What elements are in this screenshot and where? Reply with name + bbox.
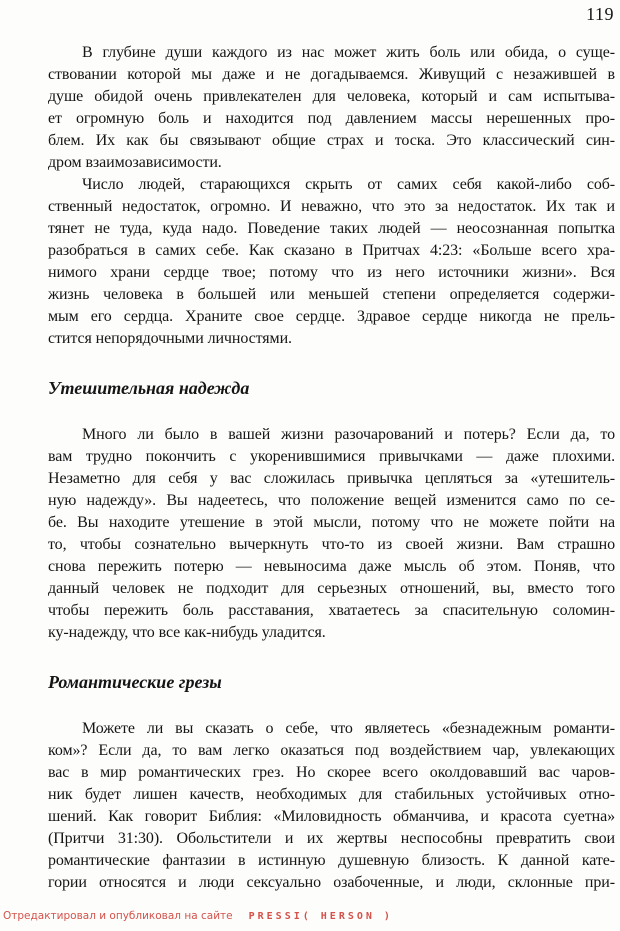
section-heading-romantic-dreams: Романтические грезы <box>48 672 222 692</box>
text-line: ствовании которой мы даже и не догадываемся. Живущий с незажившей в <box>48 66 615 83</box>
text-line: снова пережить потерю — невыносима даже мысль об этом. Поняв, что <box>48 558 615 575</box>
text-line: (Притчи 31:30). Обольстители и их жертвы неспособны превратить свои <box>48 830 615 847</box>
text-line: чтобы пережить боль расставания, хватаетесь за спасительную соломин- <box>48 602 615 619</box>
watermark-text: Отредактировал и опубликовал на сайте <box>3 910 233 922</box>
text-line: Число людей, старающихся скрыть от самих себя какой-либо соб- <box>82 176 615 193</box>
text-line: данный человек не подходит для серьезных отношений, вы, вместо того <box>48 580 615 597</box>
text-line: тянет не туда, куда надо. Поведение таких людей — неосознанная попытка <box>48 220 615 237</box>
text-line: ник будет лишен качеств, необходимых для стабильных устойчивых отно- <box>48 786 615 803</box>
text-line: нимого храни сердце твое; потому что из него источники жизни». Вся <box>48 264 615 281</box>
text-line: жизнь человека в большей или меньшей степени определяется содержи- <box>48 286 615 303</box>
text-line: гории относятся и люди сексуально озабоченные, и люди, склонные при- <box>48 874 615 891</box>
text-line: дром взаимозависимости. <box>48 154 222 171</box>
paragraph-4 <box>48 718 615 894</box>
page-body <box>48 42 615 894</box>
text-line: стится непорядочными личностями. <box>48 330 292 347</box>
watermark-brand: PRESSI( HERSON ) <box>248 911 393 922</box>
text-line: шений. Как говорит Библия: «Миловидность обманчива, и красота суетна» <box>48 808 615 825</box>
paragraph-3 <box>48 424 615 644</box>
text-line: разобраться в самих себе. Как сказано в Притчах 4:23: «Больше всего хра- <box>48 242 615 259</box>
section-heading-comforting-hope: Утешительная надежда <box>48 378 250 398</box>
text-line: блем. Их как бы связывают общие страх и тоска. Это классический син- <box>48 132 615 149</box>
text-line: бе. Вы находите утешение в этой мысли, потому что не можете пойти на <box>48 514 615 531</box>
text-line: ную надежду». Вы надеетесь, что положение вещей изменится само по се- <box>48 492 615 509</box>
text-line: ку-надежду, что все как-нибудь уладится. <box>48 624 326 641</box>
paragraph-2 <box>48 174 615 350</box>
text-line: вас в мир романтических грез. Но скорее всего околдовавший вас чаров- <box>48 764 615 781</box>
text-line: душе обидой очень привлекателен для человека, который и сам испытыва- <box>48 88 615 105</box>
text-line: ственный недостаток, огромно. И неважно, что это за недостаток. Их так и <box>48 198 615 215</box>
text-line: ком»? Если да, то вам легко оказаться под воздействием чар, увлекающих <box>48 742 615 759</box>
text-line: В глубине души каждого из нас может жить боль или обида, о суще- <box>82 44 615 61</box>
watermark-footer <box>3 910 393 922</box>
paragraph-1 <box>48 42 615 174</box>
text-line: ет огромную боль и находится под давлением массы нерешенных про- <box>48 110 615 127</box>
text-line: романтические фантазии в истинную душевную близость. К данной кате- <box>48 852 615 869</box>
text-line: Незаметно для себя у вас сложилась привычка цепляться за «утешитель- <box>48 470 615 487</box>
text-line: то, чтобы сознательно вычеркнуть что-то из своей жизни. Вам страшно <box>48 536 615 553</box>
text-line: мым его сердца. Храните свое сердце. Здравое сердце никогда не прель- <box>48 308 615 325</box>
text-line: Много ли было в вашей жизни разочарований и потерь? Если да, то <box>82 426 615 443</box>
text-line: Можете ли вы сказать о себе, что являетесь «безнадежным романти- <box>82 720 615 737</box>
page-number: 119 <box>586 4 614 24</box>
text-line: вам трудно покончить с укоренившимися привычками — даже плохими. <box>48 448 615 465</box>
